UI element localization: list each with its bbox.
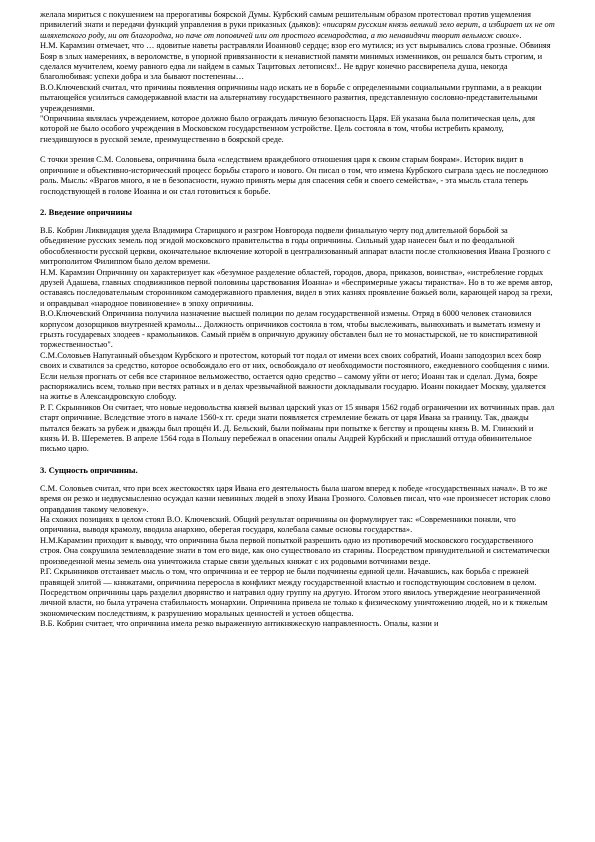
paragraph-text: желала мириться с покушением на прерогативы боярской Думы. Курбский самым решительным образом протестовал против ущемления привилегий знати и передачи функций управления в руки приказных (дьяков): « — [40, 10, 532, 30]
paragraph-text: ». — [515, 30, 522, 40]
paragraph-oprichnina-purpose: "Опричнина являлась учреждением, которое должно было ограждать личную безопасность Царя. Ей указана была политическая цель, для которой не было особого учреждения в Московском государственном устройстве. Цель состояла в том, чтобы истребить крамолу, гнездившуюся в русской земле, преимущественно в боярской среде. — [40, 114, 536, 144]
paragraph-solovyov: С точки зрения С.М. Соловьева, опричнина была «следствием враждебного отношения царя к своим старым боярам». Историк видит в опричнине и объективно-исторический процесс борьбы старого и нового. Он писал о том, что измена Курбского сыграла здесь не последнюю роль. Мысль: «Врагов много, я не в безопасности, нужно принять меры для спасения себя и своего семейства», - эта мысль стала теперь господствующей в голове Иоанна и он стал готовиться к борьбе. — [40, 155, 549, 196]
paragraph-kobrin: В.Б. Кобрин Ликвидация удела Владимира Старицкого и разгром Новгорода подвели финальную черту под длительной борьбой за объединение русских земель под эгидой московского правительства в годы опричнины. Сильный удар нанесен был и по феодальной обособленности русской церкви, окончательное включение которой в централизованный аппарат власти после столкновения Ивана Грозного с митрополитом Филиппом было делом времени. — [40, 225, 551, 267]
paragraph-klyuchevsky-2: В.О.Ключевский Опричнина получила назначение высшей полиции по делам государственной измены. Отряд в 6000 человек становился корпусом дозорщиков внутренней крамолы... Должность опричников состояла в том, чтобы выслеживать, вынюхивать и выметать измену и грызть государевых злодеев - крамольников. Самый приём в опричную дружину обставлен был не то монастырской, не то конспиративной торжественностью". — [40, 309, 541, 350]
paragraph-klyuchevsky: В.О.Ключевский считал, что причины появления опричнины надо искать не в борьбе с определенными социальными группами, а в реакции пытающейся усилиться самодержавной власти на альтернативу государственного развития, представленную сословно-представительными учреждениями. — [40, 82, 542, 113]
paragraph-kurbsky-protest — [40, 10, 555, 41]
paragraph-solovyov-3: С.М. Соловьев считал, что при всех жестокостях царя Ивана его деятельность была шагом вперед к победе «государственных начал». В то же время он резко и недвусмысленно осуждал казни невинных людей в эпоху Ивана Грозного. Соловьев писал, что «не произнесет историк слово оправдания такому человеку». — [40, 483, 551, 514]
paragraph-karamzin-3: Н.М.Карамзин приходит к выводу, что опричнина была первой попыткой разрешить одно из противоречий московского государственного строя. Она сокрушила землевладение знати в том его виде, как оно существовало из старины. Посредством принудительной и систематически произведенной мены земель она уничтожила старые связи удельных княжат с их родовыми вотчинами везде. — [40, 535, 550, 566]
paragraph-karamzin: Н.М. Карамзин отмечает, что … ядовитые наветы растравляли Иоаннов0 сердце; взор его мутился; из уст вырывались слова грозные. Обвиняя Бояр в злых намерениях, в вероломстве, в упорной привязанности к ненавистной памяти минимых изменников, он решался быть строгим, и сделался мучителем, коему равного едва ли найдем в самых Тацитовых летописях!.. Не вдруг конечно рассвирепела душа, некогда благолюбивая: успехи добра и зла бывают постепенны… — [40, 41, 551, 82]
paragraph-skrynnikov: Р. Г. Скрынников Он считает, что новые недовольства князей вызвал царский указ от 15 января 1562 годаб ограничении их вотчинных прав. дал старт опричнине. Вследствие этого в начале 1560-х гг. среди знати появляется стремление бежать от царя Ивана за границу. Так, дважды пытался бежать за рубеж и дважды был прощён И. Д. Бельский, были пойманы при попытке к бегству и прощены князь В. М. Глинский и князь И. В. Шереметев. В апреле 1564 года в Польшу перебежал в опасении опалы Андрей Курбский и прислаший оттуда обвинительное письмо царю. — [40, 402, 555, 454]
paragraph-solovyov-2: С.М.Соловьев Напуганный объездом Курбского и протестом, который тот подал от имени всех своих собратий, Иоанн заподозрил всех бояр своих и схватился за средство, которое освобождало его от них, освобождало от необходимости постоянного, ежедневного сообщения с ними. Если нельзя прогнать от себя все старинное вельможество, остается одно средство – самому уйти от него; Иоанн так и сделал. Дума, бояре распоряжались всем, только при вестях ратных и в делах чрезвычайной важности докладывали государю. Иоанн покидает Москву, удаляется на житье в Александровскую слободу. — [40, 350, 550, 402]
kurbsky-quote: писарям русским князь великий зело верит, а избирает их не от шляхетского роду, ни от благородна, но паче от поповичей или от простого всенародства, а то ненавидячи творит вельмож своих — [40, 20, 555, 40]
paragraph-karamzin-2: Н.М. Карамзин Опричнину он характеризует как «безумное разделение областей, городов, двора, приказов, воинства», «истребление гордых друзей Адашева, главных сподвижников первой половины царствования Иоанна» и «беспримерные ужасы тиранства». Но в то же время автор, оставаясь последовательным сторонником самодержавного правления, видел в этих казнях проявление божьей воли, карающей народ за грехи, и оправдывал «народное повиновение» в эпоху опричнины. — [40, 267, 553, 308]
paragraph-kobrin-2: В.Б. Кобрин считает, что опричнина имела резко выраженную антикняжескую направленность. Опалы, казни и — [40, 619, 439, 629]
paragraph-klyuchevsky-3: На схожих позициях в целом стоял В.О. Ключевский. Общий результат опричнины он формулирует так: «Современники поняли, что опричнина, выводя крамолу, вводила анархию, оберегая государя, колебала самые основы государства». — [40, 515, 516, 535]
section-heading-introduction: 2. Введение опричнины — [40, 206, 133, 217]
paragraph-skrynnikov-2: Р.Г. Скрынников отстаивает мысль о том, что опричнина и ее террор не были подчинены единой цели. Начавшись, как борьба с прежней правящей элитой — княжатами, опричнина переросла в конфликт между государственной властью и господствующим сословием в целом. Посредством опричнины царь разделил дворянство и натравил одну группу на другую. Итогом этого явилось утверждение неограниченной личной власти, но была утрачена стабильность монархии. Опричнина привела не только к физическому уничтожению людей, но и к тяжелым экономическим последствиям, к разрушению моральных ценностей и устоев общества. — [40, 567, 548, 618]
section-heading-essence: 3. Сущность опричнины. — [40, 464, 138, 475]
